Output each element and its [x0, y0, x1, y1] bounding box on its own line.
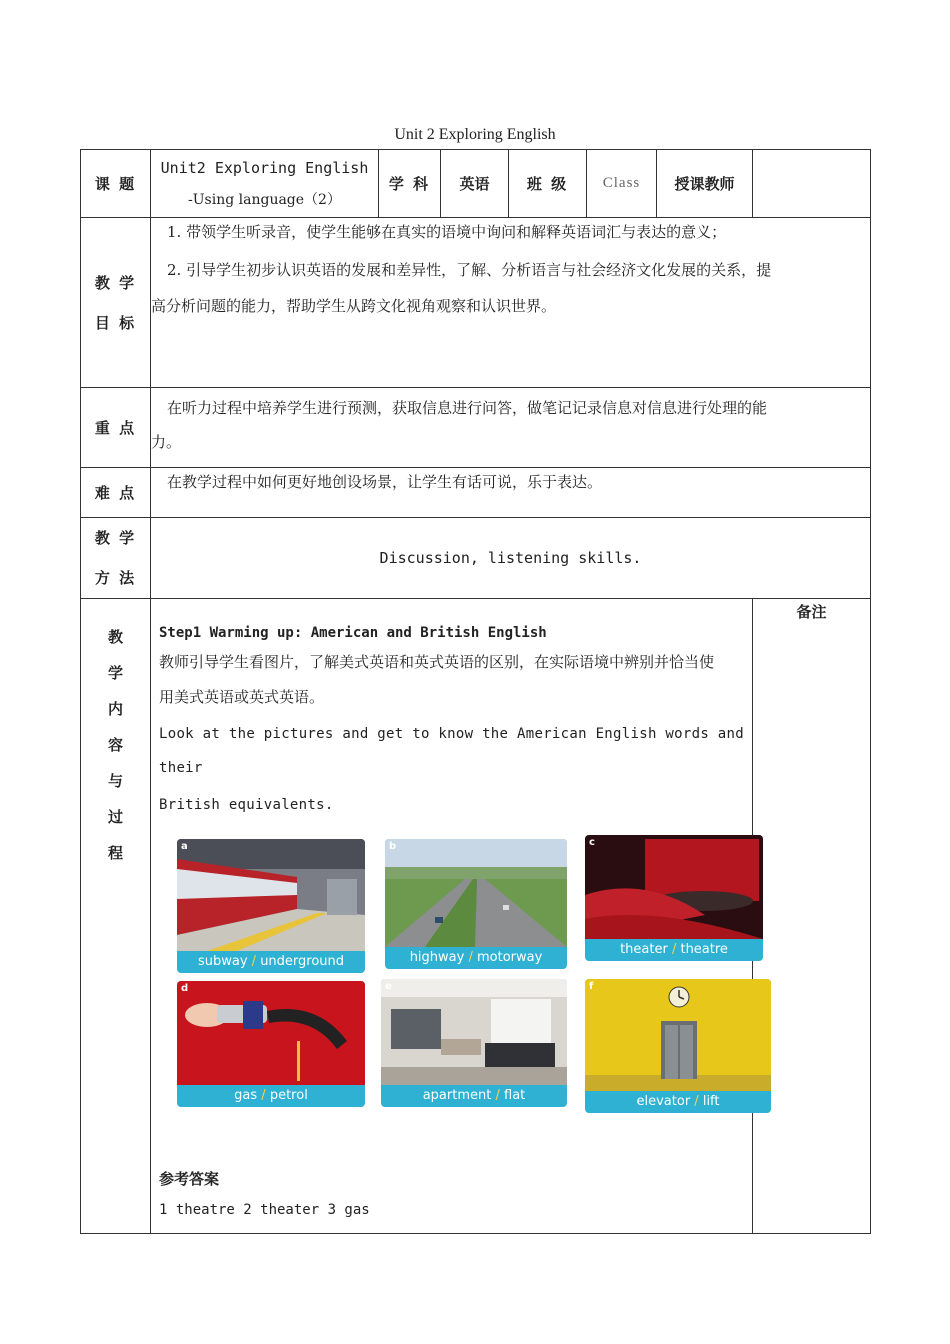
- picture-subway: [177, 839, 365, 973]
- caption-separator: /: [247, 954, 261, 969]
- answer-title: 参考答案: [159, 1170, 220, 1188]
- us-word: highway: [409, 950, 465, 965]
- subject-value: 英语: [441, 150, 509, 218]
- objective-2-line-1: 2. 引导学生初步认识英语的发展和差异性，了解、分析语言与社会经济文化发展的关系，提: [167, 261, 772, 279]
- difficulties-text: 在教学过程中如何更好地创设场景，让学生有话可说，乐于表达。: [167, 473, 603, 491]
- objective-1: 1. 带领学生听录音，使学生能够在真实的语境中询问和解释英语词汇与表达的意义；: [167, 223, 727, 241]
- picture-tag: b: [389, 841, 397, 852]
- picture-caption: [585, 1091, 771, 1113]
- methods-label-1: 教 学: [94, 529, 137, 547]
- step-title: Step1 Warming up: American and British English: [159, 625, 547, 641]
- gas-image: [177, 981, 365, 1085]
- topic-value: [151, 150, 379, 218]
- picture-highway: [385, 839, 567, 969]
- picture-tag: d: [181, 983, 189, 994]
- picture-caption: [585, 939, 763, 961]
- us-word: apartment: [422, 1088, 492, 1103]
- objectives-content: [151, 218, 871, 388]
- key-points-label: 重 点: [81, 388, 151, 468]
- objectives-label-1: 教 学: [94, 273, 137, 292]
- caption-separator: /: [491, 1088, 504, 1103]
- en-line-2: British equivalents.: [159, 797, 334, 813]
- picture-caption: [381, 1085, 567, 1107]
- picture-caption: [385, 947, 567, 969]
- methods-row: [81, 518, 871, 599]
- teacher-value: [753, 150, 871, 218]
- us-word: gas: [234, 1088, 258, 1103]
- en-line-1: Look at the pictures and get to know the American English words and their: [159, 726, 744, 776]
- topic-line-1: Unit2 Exploring English: [160, 158, 369, 177]
- answer-text: 1 theatre 2 theater 3 gas: [159, 1202, 370, 1218]
- apartment-image: [381, 979, 567, 1085]
- us-word: theater: [620, 942, 668, 957]
- theater-image: [585, 835, 763, 939]
- methods-label-2: 方 法: [94, 569, 137, 587]
- picture-tag: e: [385, 981, 392, 992]
- caption-separator: /: [464, 950, 477, 965]
- header-row: [81, 150, 871, 218]
- difficulties-label: 难 点: [81, 468, 151, 518]
- us-word: elevator: [636, 1094, 691, 1109]
- content-row: [81, 599, 871, 1234]
- uk-word: petrol: [269, 1088, 308, 1103]
- picture-tag: a: [181, 841, 188, 852]
- methods-label: [81, 518, 151, 599]
- uk-word: lift: [702, 1094, 720, 1109]
- picture-elevator: [585, 979, 771, 1113]
- picture-gas: [177, 981, 365, 1107]
- caption-separator: /: [690, 1094, 703, 1109]
- subway-image: [177, 839, 365, 951]
- objectives-label-2: 目 标: [94, 313, 137, 332]
- picture-theater: [585, 835, 763, 961]
- cn-line-1: 教师引导学生看图片，了解美式英语和英式英语的区别，在实际语境中辨别并恰当使: [159, 653, 715, 671]
- key-points-row: [81, 388, 871, 468]
- objectives-row: [81, 218, 871, 388]
- topic-label: 课 题: [81, 150, 151, 218]
- uk-word: underground: [260, 954, 345, 969]
- us-word: subway: [197, 954, 248, 969]
- highway-image: [385, 839, 567, 947]
- objectives-label: [81, 218, 151, 388]
- content-label-char: 程: [107, 844, 123, 862]
- vocabulary-pictures: [159, 839, 744, 1129]
- key-points-content: [151, 388, 871, 468]
- content-label-char: 与: [107, 772, 123, 790]
- uk-word: theatre: [680, 942, 728, 957]
- caption-separator: /: [257, 1088, 270, 1103]
- difficulties-content: [151, 468, 871, 518]
- picture-tag: f: [589, 981, 594, 992]
- topic-line-2: -Using language（2）: [188, 191, 341, 208]
- lesson-plan-table: [80, 149, 871, 1234]
- picture-tag: c: [589, 837, 595, 848]
- content-label-char: 学: [107, 664, 123, 682]
- content-label-char: 内: [107, 700, 123, 718]
- content-label-char: 过: [107, 808, 123, 826]
- remarks-label: 备注: [796, 603, 827, 621]
- key-points-line-1: 在听力过程中培养学生进行预测，获取信息进行问答，做笔记记录信息对信息进行处理的能: [167, 398, 768, 417]
- remarks-column: [753, 599, 871, 1234]
- picture-caption: [177, 951, 365, 973]
- picture-caption: [177, 1085, 365, 1107]
- picture-apartment: [381, 979, 567, 1107]
- uk-word: motorway: [476, 950, 543, 965]
- content-label-char: 教: [107, 628, 123, 646]
- teacher-label: 授课教师: [657, 150, 753, 218]
- caption-separator: /: [667, 942, 681, 957]
- class-label: 班 级: [509, 150, 587, 218]
- objective-2-line-2: 高分析问题的能力，帮助学生从跨文化视角观察和认识世界。: [151, 297, 557, 315]
- content-body: [151, 599, 753, 1234]
- difficulties-row: [81, 468, 871, 518]
- subject-label: 学 科: [379, 150, 441, 218]
- methods-text: Discussion, listening skills.: [151, 518, 871, 599]
- content-label: [81, 599, 151, 1234]
- page-title: Unit 2 Exploring English: [394, 126, 556, 143]
- class-value: Class: [587, 150, 657, 218]
- uk-word: flat: [504, 1088, 526, 1103]
- cn-line-2: 用美式英语或英式英语。: [159, 688, 325, 706]
- elevator-image: [585, 979, 771, 1091]
- content-label-char: 容: [107, 736, 123, 754]
- key-points-line-2: 力。: [151, 432, 182, 451]
